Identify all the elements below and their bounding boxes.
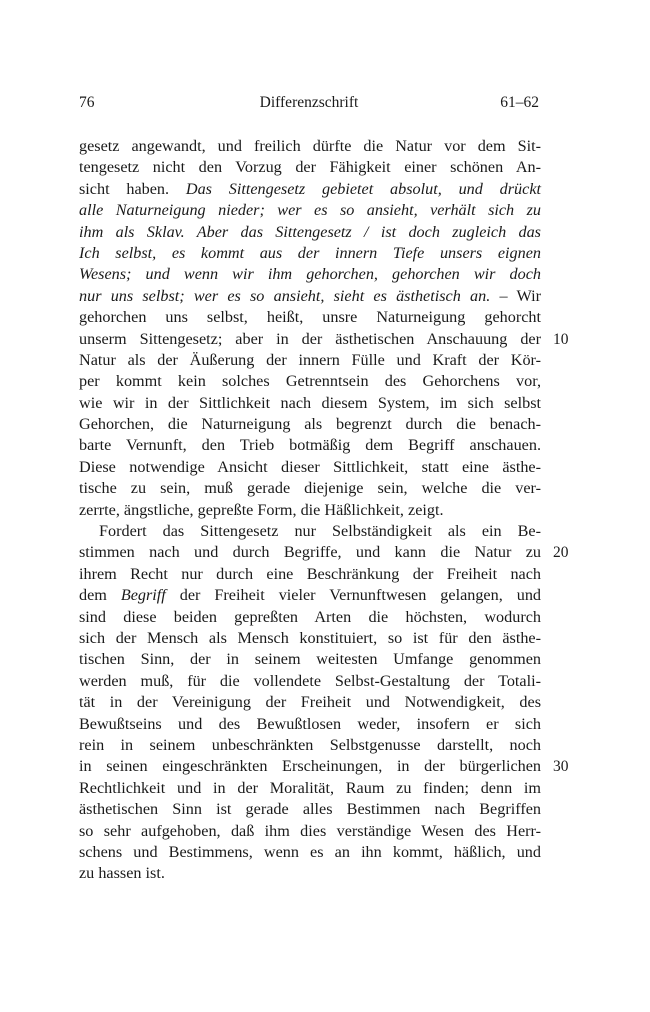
text-line bbox=[79, 628, 541, 649]
text-line bbox=[79, 371, 541, 392]
text-segment: zerrte, ängstliche, gepreßte Form, die Häßlichkeit, zeigt. bbox=[79, 500, 444, 519]
text-segment: Fordert das Sittengesetz nur Selbständigkeit als ein Be- bbox=[99, 522, 541, 541]
text-line bbox=[79, 350, 541, 371]
text-line bbox=[79, 714, 541, 735]
text-segment: stimmen nach und durch Begriffe, und kann die Natur zu bbox=[79, 543, 541, 562]
text-line bbox=[79, 607, 541, 628]
text-line bbox=[79, 585, 541, 606]
text-line bbox=[79, 564, 541, 585]
text-segment: Rechtlichkeit und in der Moralität, Raum zu finden; denn im bbox=[79, 778, 541, 797]
text-line bbox=[79, 329, 569, 350]
text-segment: ihrem Recht nur durch eine Beschränkung der Freiheit nach bbox=[79, 564, 541, 583]
text-line bbox=[79, 756, 569, 777]
text-line bbox=[79, 799, 541, 820]
text-line bbox=[79, 179, 541, 200]
page-range: 61–62 bbox=[500, 94, 539, 111]
text-line bbox=[79, 136, 541, 157]
line-number: 30 bbox=[553, 758, 569, 776]
text-line bbox=[79, 222, 541, 243]
text-line bbox=[79, 157, 541, 178]
text-line bbox=[79, 393, 541, 414]
text-segment: der Freiheit vieler Vernunftwesen gelangen, und bbox=[165, 586, 542, 605]
text-segment: per kommt kein solches Getrenntsein des Gehorchens vor, bbox=[79, 372, 541, 391]
text-segment: Gehorchen, die Naturneigung als begrenzt durch die benach- bbox=[79, 415, 541, 434]
running-header bbox=[79, 94, 539, 116]
text-segment: so sehr aufgehoben, daß ihm dies verständige Wesen des Herr- bbox=[79, 821, 541, 840]
running-title: Differenzschrift bbox=[259, 94, 359, 111]
text-segment: tischen Sinn, der in seinem weitesten Umfange genommen bbox=[79, 650, 541, 669]
text-segment: gesetz angewandt, und freilich dürfte die Natur vor dem Sit- bbox=[79, 137, 541, 155]
italic-text: Begriff bbox=[120, 586, 166, 605]
text-line bbox=[79, 692, 541, 713]
line-number: 10 bbox=[553, 330, 569, 348]
text-line bbox=[79, 821, 541, 842]
line-number: 20 bbox=[553, 544, 569, 562]
body-text bbox=[79, 136, 569, 885]
italic-text: nur uns selbst; wer es so ansieht, sieht es ästhetisch an. bbox=[79, 286, 491, 305]
text-line bbox=[79, 457, 541, 478]
text-segment: unserm Sittengesetz; aber in der ästhetischen Anschauung der bbox=[79, 329, 541, 348]
italic-text: Wesens; und wenn wir ihm gehorchen, gehorchen wir doch bbox=[79, 265, 541, 284]
italic-text: alle Naturneigung nieder; wer es so ansieht, verhält sich zu bbox=[79, 201, 541, 220]
text-segment: dem bbox=[79, 586, 121, 605]
text-segment: sind diese beiden gepreßten Arten die höchsten, wodurch bbox=[79, 607, 541, 626]
text-line bbox=[79, 264, 541, 285]
text-line bbox=[79, 863, 541, 884]
text-line bbox=[79, 842, 541, 863]
text-segment: – Wir bbox=[490, 286, 541, 305]
text-segment: sich der Mensch als Mensch konstituiert, so ist für den ästhe- bbox=[79, 628, 541, 647]
text-line bbox=[79, 243, 541, 264]
text-line bbox=[79, 478, 541, 499]
text-line bbox=[79, 500, 541, 521]
text-segment: Natur als der Äußerung der innern Fülle und Kraft der Kör- bbox=[79, 350, 541, 369]
italic-text: Ich selbst, es kommt aus der innern Tiefe unsers eignen bbox=[79, 243, 541, 262]
text-segment: rein in seinem unbeschränkten Selbstgenusse darstellt, noch bbox=[79, 735, 541, 754]
italic-text: ihm als Sklav. Aber das Sittengesetz / ist doch zugleich das bbox=[79, 222, 541, 241]
text-segment: wie wir in der Sittlichkeit nach diesem System, im sich selbst bbox=[79, 393, 541, 412]
text-line bbox=[79, 649, 541, 670]
italic-text: Das Sittengesetz gebietet absolut, und drückt bbox=[185, 179, 542, 198]
text-segment: sicht haben. bbox=[79, 179, 186, 198]
text-line bbox=[79, 521, 541, 542]
text-segment: schens und Bestimmens, wenn es an ihn kommt, häßlich, und bbox=[79, 842, 541, 861]
text-segment: werden muß, für die vollendete Selbst-Gestaltung der Totali- bbox=[79, 671, 541, 690]
page-number: 76 bbox=[79, 94, 95, 111]
text-line bbox=[79, 307, 541, 328]
text-segment: Bewußtseins und des Bewußtlosen weder, insofern er sich bbox=[79, 714, 541, 733]
text-line bbox=[79, 671, 541, 692]
text-segment: tische zu sein, muß gerade diejenige sein, welche die ver- bbox=[79, 479, 541, 498]
text-segment: tengesetz nicht den Vorzug der Fähigkeit einer schönen An- bbox=[79, 158, 541, 177]
text-line bbox=[79, 200, 541, 221]
text-segment: zu hassen ist. bbox=[79, 864, 165, 883]
text-segment: in seinen eingeschränkten Erscheinungen, in der bürgerlichen bbox=[79, 757, 541, 776]
text-segment: Diese notwendige Ansicht dieser Sittlichkeit, statt eine ästhe- bbox=[79, 457, 541, 476]
text-line bbox=[79, 435, 541, 456]
text-line bbox=[79, 414, 541, 435]
text-line bbox=[79, 778, 541, 799]
text-line bbox=[79, 542, 569, 563]
text-segment: gehorchen uns selbst, heißt, unsre Naturneigung gehorcht bbox=[79, 308, 541, 327]
text-segment: ästhetischen Sinn ist gerade alles Bestimmen nach Begriffen bbox=[79, 800, 541, 819]
text-segment: barte Vernunft, den Trieb botmäßig dem Begriff anschauen. bbox=[79, 436, 541, 455]
text-line bbox=[79, 286, 541, 307]
text-segment: tät in der Vereinigung der Freiheit und Notwendigkeit, des bbox=[79, 693, 541, 712]
text-line bbox=[79, 735, 541, 756]
